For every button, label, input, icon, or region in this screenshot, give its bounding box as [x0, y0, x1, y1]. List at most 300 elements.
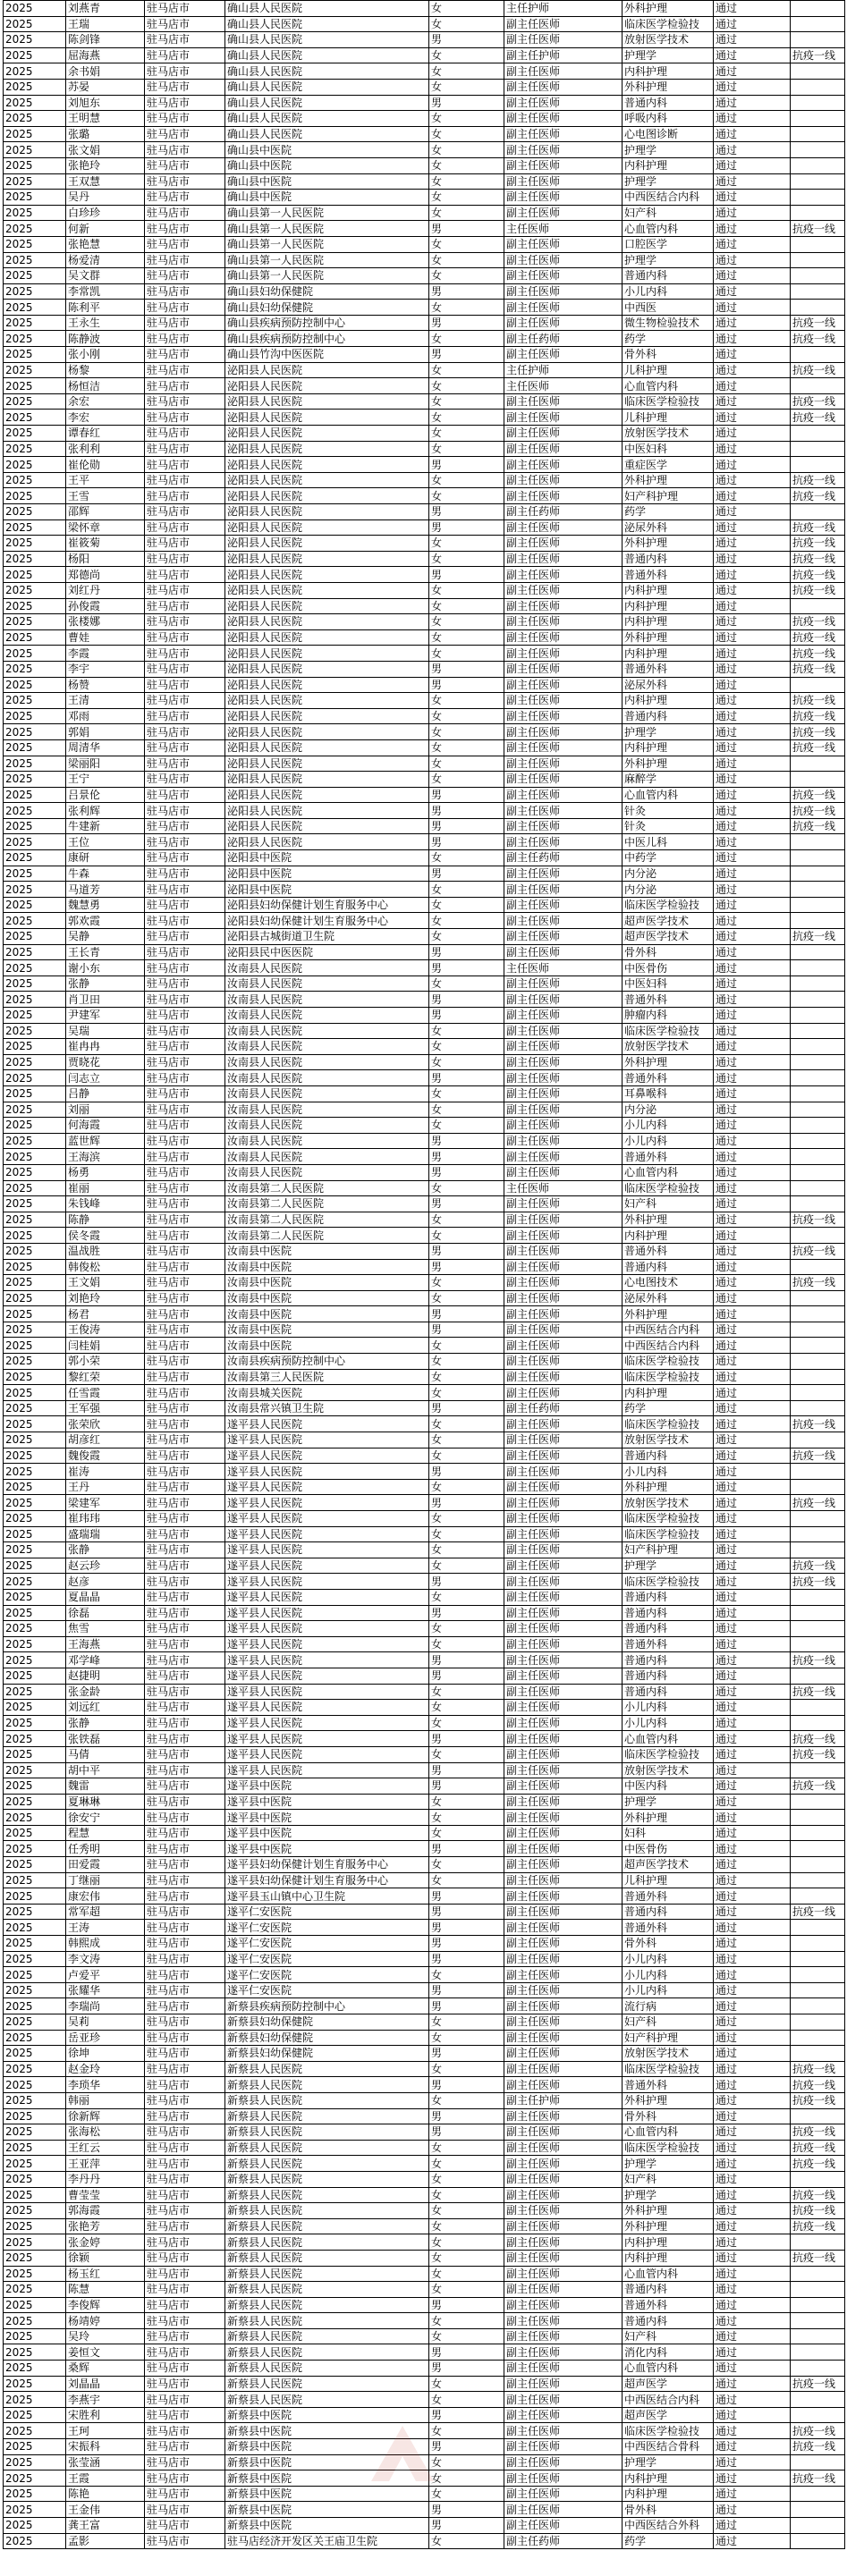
note-cell [791, 1259, 845, 1275]
title-cell: 副主任医师 [504, 1039, 623, 1055]
specialty-cell: 流行病 [623, 1998, 714, 2014]
city-cell: 驻马店市 [145, 315, 225, 331]
note-cell [791, 1054, 845, 1070]
gender-cell: 女 [429, 393, 504, 410]
gender-cell: 女 [429, 2014, 504, 2031]
result-cell: 通过 [714, 1778, 791, 1795]
hospital-cell: 泌阳县人民医院 [225, 614, 429, 630]
year-cell: 2025 [4, 2533, 66, 2549]
result-cell: 通过 [714, 2077, 791, 2093]
gender-cell: 女 [429, 2376, 504, 2392]
year-cell: 2025 [4, 1668, 66, 1684]
name-cell: 王平 [66, 472, 145, 488]
year-cell: 2025 [4, 1164, 66, 1180]
specialty-cell: 药学 [623, 1400, 714, 1416]
city-cell: 驻马店市 [145, 2376, 225, 2392]
hospital-cell: 遂平县中医院 [225, 1794, 429, 1810]
gender-cell: 女 [429, 2218, 504, 2234]
gender-cell: 女 [429, 850, 504, 866]
gender-cell: 女 [429, 2313, 504, 2329]
gender-cell: 女 [429, 16, 504, 32]
city-cell: 驻马店市 [145, 1133, 225, 1149]
note-cell [791, 1400, 845, 1416]
title-cell: 副主任医师 [504, 393, 623, 410]
specialty-cell: 普通内科 [623, 1259, 714, 1275]
hospital-cell: 新蔡县中医院 [225, 2454, 429, 2470]
hospital-cell: 汝南县常兴镇卫生院 [225, 1400, 429, 1416]
note-cell [791, 1589, 845, 1605]
result-cell: 通过 [714, 2218, 791, 2234]
title-cell: 副主任药师 [504, 331, 623, 347]
title-cell: 副主任医师 [504, 1684, 623, 1700]
title-cell: 副主任医师 [504, 2046, 623, 2062]
table-row [4, 2518, 845, 2534]
specialty-cell: 普通内科 [623, 95, 714, 111]
specialty-cell: 外科护理 [623, 1, 714, 17]
specialty-cell: 小儿内科 [623, 283, 714, 300]
note-cell [791, 2282, 845, 2298]
hospital-cell: 确山县妇幼保健院 [225, 300, 429, 316]
hospital-cell: 新蔡县中医院 [225, 2518, 429, 2534]
table-row [4, 1605, 845, 1621]
city-cell: 驻马店市 [145, 882, 225, 898]
title-cell: 副主任医师 [504, 441, 623, 457]
hospital-cell: 泌阳县妇幼保健计划生育服务中心 [225, 897, 429, 913]
specialty-cell: 普通外科 [623, 1888, 714, 1905]
hospital-cell: 遂平县人民医院 [225, 1605, 429, 1621]
city-cell: 驻马店市 [145, 142, 225, 158]
result-cell: 通过 [714, 63, 791, 80]
gender-cell: 男 [429, 2518, 504, 2534]
year-cell: 2025 [4, 1574, 66, 1590]
year-cell: 2025 [4, 866, 66, 882]
title-cell: 副主任医师 [504, 1023, 623, 1039]
year-cell: 2025 [4, 79, 66, 95]
specialty-cell: 外科护理 [623, 1054, 714, 1070]
gender-cell: 男 [429, 1668, 504, 1684]
city-cell: 驻马店市 [145, 1715, 225, 1731]
title-cell: 副主任医师 [504, 2518, 623, 2534]
table-row [4, 2376, 845, 2392]
table-row [4, 1904, 845, 1920]
name-cell: 康宏伟 [66, 1888, 145, 1905]
gender-cell: 女 [429, 2171, 504, 2187]
hospital-cell: 新蔡县人民医院 [225, 2187, 429, 2203]
hospital-cell: 泌阳县妇幼保健计划生育服务中心 [225, 913, 429, 929]
hospital-cell: 汝南县第二人民医院 [225, 1196, 429, 1212]
hospital-cell: 泌阳县人民医院 [225, 772, 429, 788]
note-cell: 抗疫一线 [791, 818, 845, 834]
table-row [4, 1212, 845, 1228]
result-cell: 通过 [714, 1479, 791, 1495]
gender-cell: 女 [429, 1872, 504, 1888]
hospital-cell: 汝南县中医院 [225, 1306, 429, 1322]
city-cell: 驻马店市 [145, 95, 225, 111]
note-cell [791, 976, 845, 992]
specialty-cell: 普通外科 [623, 1920, 714, 1936]
note-cell: 抗疫一线 [791, 2439, 845, 2455]
result-cell: 通过 [714, 2108, 791, 2124]
city-cell: 驻马店市 [145, 1967, 225, 1983]
year-cell: 2025 [4, 1259, 66, 1275]
specialty-cell: 内科护理 [623, 1228, 714, 1244]
table-row [4, 1636, 845, 1652]
name-cell: 张铁磊 [66, 1731, 145, 1747]
gender-cell: 男 [429, 787, 504, 803]
year-cell: 2025 [4, 1495, 66, 1511]
title-cell: 副主任医师 [504, 1715, 623, 1731]
year-cell: 2025 [4, 16, 66, 32]
note-cell [791, 1668, 845, 1684]
year-cell: 2025 [4, 724, 66, 740]
result-cell: 通过 [714, 1212, 791, 1228]
city-cell: 驻马店市 [145, 426, 225, 442]
specialty-cell: 妇产科护理 [623, 1542, 714, 1558]
table-row [4, 2046, 845, 2062]
specialty-cell: 临床医学检验技 [623, 393, 714, 410]
year-cell: 2025 [4, 614, 66, 630]
city-cell: 驻马店市 [145, 1196, 225, 1212]
name-cell: 刘远红 [66, 1700, 145, 1716]
note-cell [791, 190, 845, 206]
name-cell: 李瑞尚 [66, 1998, 145, 2014]
city-cell: 驻马店市 [145, 1085, 225, 1102]
hospital-cell: 遂平县人民医院 [225, 1715, 429, 1731]
gender-cell: 女 [429, 1354, 504, 1370]
name-cell: 吴文群 [66, 268, 145, 284]
year-cell: 2025 [4, 646, 66, 662]
specialty-cell: 内科护理 [623, 582, 714, 598]
note-cell: 抗疫一线 [791, 614, 845, 630]
table-row [4, 1495, 845, 1511]
hospital-cell: 新蔡县人民医院 [225, 2328, 429, 2344]
result-cell: 通过 [714, 803, 791, 819]
city-cell: 驻马店市 [145, 2297, 225, 2313]
gender-cell: 男 [429, 1888, 504, 1905]
result-cell: 通过 [714, 519, 791, 536]
hospital-cell: 泌阳县人民医院 [225, 567, 429, 583]
hospital-cell: 泌阳县人民医院 [225, 646, 429, 662]
name-cell: 陈利平 [66, 300, 145, 316]
table-row [4, 1400, 845, 1416]
specialty-cell: 骨外科 [623, 2108, 714, 2124]
year-cell: 2025 [4, 457, 66, 473]
hospital-cell: 确山县疾病预防控制中心 [225, 331, 429, 347]
name-cell: 王宁 [66, 772, 145, 788]
year-cell: 2025 [4, 2234, 66, 2251]
title-cell: 副主任医师 [504, 944, 623, 960]
note-cell: 抗疫一线 [791, 646, 845, 662]
table-row [4, 2250, 845, 2266]
gender-cell: 男 [429, 834, 504, 850]
result-cell: 通过 [714, 1967, 791, 1983]
gender-cell: 男 [429, 1982, 504, 1998]
gender-cell: 女 [429, 1369, 504, 1385]
city-cell: 驻马店市 [145, 2187, 225, 2203]
specialty-cell: 儿科护理 [623, 1872, 714, 1888]
year-cell: 2025 [4, 1306, 66, 1322]
note-cell [791, 1951, 845, 1967]
name-cell: 程慧 [66, 1825, 145, 1841]
title-cell: 副主任医师 [504, 1290, 623, 1306]
hospital-cell: 新蔡县人民医院 [225, 2108, 429, 2124]
specialty-cell: 超声医学技术 [623, 1857, 714, 1873]
city-cell: 驻马店市 [145, 111, 225, 127]
note-cell [791, 1180, 845, 1196]
name-cell: 李琐华 [66, 2077, 145, 2093]
specialty-cell: 护理学 [623, 2454, 714, 2470]
city-cell: 驻马店市 [145, 221, 225, 237]
specialty-cell: 中西医结合内科 [623, 190, 714, 206]
gender-cell: 女 [429, 205, 504, 221]
hospital-cell: 遂平县人民医院 [225, 1731, 429, 1747]
city-cell: 驻马店市 [145, 661, 225, 677]
gender-cell: 女 [429, 79, 504, 95]
year-cell: 2025 [4, 1841, 66, 1857]
year-cell: 2025 [4, 1982, 66, 1998]
name-cell: 康研 [66, 850, 145, 866]
note-cell [791, 1810, 845, 1826]
specialty-cell: 泌尿外科 [623, 677, 714, 693]
name-cell: 何新 [66, 221, 145, 237]
name-cell: 胡中平 [66, 1762, 145, 1778]
note-cell: 抗疫一线 [791, 551, 845, 567]
table-row [4, 1668, 845, 1684]
table-row [4, 850, 845, 866]
year-cell: 2025 [4, 1762, 66, 1778]
result-cell: 通过 [714, 913, 791, 929]
note-cell: 抗疫一线 [791, 803, 845, 819]
name-cell: 杨赞 [66, 677, 145, 693]
result-cell: 通过 [714, 1290, 791, 1306]
result-cell: 通过 [714, 126, 791, 142]
table-row [4, 897, 845, 913]
year-cell: 2025 [4, 190, 66, 206]
city-cell: 驻马店市 [145, 598, 225, 614]
specialty-cell: 中西医结合内科 [623, 1322, 714, 1338]
note-cell [791, 205, 845, 221]
city-cell: 驻马店市 [145, 646, 225, 662]
name-cell: 陈剑锋 [66, 32, 145, 48]
city-cell: 驻马店市 [145, 1574, 225, 1590]
name-cell: 姜恒文 [66, 2344, 145, 2361]
title-cell: 副主任药师 [504, 2533, 623, 2549]
table-row [4, 1810, 845, 1826]
hospital-cell: 遂平县人民医院 [225, 1464, 429, 1480]
table-row [4, 2140, 845, 2156]
title-cell: 副主任医师 [504, 1936, 623, 1952]
result-cell: 通过 [714, 236, 791, 252]
table-row [4, 567, 845, 583]
gender-cell: 女 [429, 47, 504, 63]
year-cell: 2025 [4, 1070, 66, 1086]
year-cell: 2025 [4, 1810, 66, 1826]
name-cell: 桑辉 [66, 2361, 145, 2377]
gender-cell: 男 [429, 2439, 504, 2455]
year-cell: 2025 [4, 1118, 66, 1134]
specialty-cell: 骨外科 [623, 2502, 714, 2518]
name-cell: 孙俊霞 [66, 598, 145, 614]
result-cell: 通过 [714, 1715, 791, 1731]
hospital-cell: 汝南县第三人民医院 [225, 1369, 429, 1385]
result-cell: 通过 [714, 2470, 791, 2487]
name-cell: 李宇 [66, 661, 145, 677]
year-cell: 2025 [4, 1338, 66, 1354]
year-cell: 2025 [4, 268, 66, 284]
table-row [4, 1731, 845, 1747]
result-cell: 通过 [714, 2061, 791, 2077]
name-cell: 曹莹莹 [66, 2187, 145, 2203]
note-cell: 抗疫一线 [791, 472, 845, 488]
gender-cell: 女 [429, 614, 504, 630]
gender-cell: 女 [429, 157, 504, 173]
hospital-cell: 新蔡县人民医院 [225, 2171, 429, 2187]
year-cell: 2025 [4, 1039, 66, 1055]
gender-cell: 女 [429, 1636, 504, 1652]
note-cell [791, 882, 845, 898]
specialty-cell: 中西医结合内科 [623, 2392, 714, 2408]
title-cell: 副主任医师 [504, 1085, 623, 1102]
note-cell [791, 1102, 845, 1118]
note-cell [791, 268, 845, 284]
name-cell: 贾晓花 [66, 1054, 145, 1070]
table-row [4, 362, 845, 378]
title-cell: 副主任医师 [504, 1794, 623, 1810]
note-cell [791, 300, 845, 316]
table-row [4, 1715, 845, 1731]
specialty-cell: 心血管内科 [623, 2266, 714, 2282]
table-row [4, 252, 845, 268]
table-row [4, 16, 845, 32]
gender-cell: 女 [429, 756, 504, 772]
year-cell: 2025 [4, 629, 66, 646]
result-cell: 通过 [714, 79, 791, 95]
note-cell: 抗疫一线 [791, 2156, 845, 2172]
city-cell: 驻马店市 [145, 2518, 225, 2534]
city-cell: 驻马店市 [145, 866, 225, 882]
title-cell: 副主任医师 [504, 2187, 623, 2203]
year-cell: 2025 [4, 2250, 66, 2266]
gender-cell: 女 [429, 1558, 504, 1574]
gender-cell: 男 [429, 1259, 504, 1275]
hospital-cell: 遂平县人民医院 [225, 1762, 429, 1778]
city-cell: 驻马店市 [145, 1464, 225, 1480]
name-cell: 王红云 [66, 2140, 145, 2156]
gender-cell: 女 [429, 1039, 504, 1055]
title-cell: 副主任医师 [504, 1228, 623, 1244]
year-cell: 2025 [4, 2423, 66, 2439]
specialty-cell: 普通内科 [623, 1684, 714, 1700]
name-cell: 曹娃 [66, 629, 145, 646]
table-row [4, 1259, 845, 1275]
specialty-cell: 内科护理 [623, 693, 714, 709]
city-cell: 驻马店市 [145, 551, 225, 567]
title-cell: 副主任医师 [504, 787, 623, 803]
gender-cell: 女 [429, 1542, 504, 1558]
specialty-cell: 妇产科护理 [623, 2030, 714, 2046]
title-cell: 副主任医师 [504, 739, 623, 756]
result-cell: 通过 [714, 1574, 791, 1590]
table-row [4, 32, 845, 48]
gender-cell: 男 [429, 1762, 504, 1778]
table-row [4, 283, 845, 300]
result-cell: 通过 [714, 1023, 791, 1039]
result-cell: 通过 [714, 300, 791, 316]
table-row [4, 2108, 845, 2124]
hospital-cell: 新蔡县人民医院 [225, 2077, 429, 2093]
table-row [4, 1149, 845, 1165]
note-cell: 抗疫一线 [791, 1243, 845, 1259]
gender-cell: 女 [429, 1479, 504, 1495]
year-cell: 2025 [4, 1479, 66, 1495]
name-cell: 魏俊霞 [66, 1448, 145, 1464]
gender-cell: 男 [429, 457, 504, 473]
table-row [4, 2533, 845, 2549]
hospital-cell: 新蔡县中医院 [225, 2439, 429, 2455]
year-cell: 2025 [4, 882, 66, 898]
result-cell: 通过 [714, 772, 791, 788]
city-cell: 驻马店市 [145, 1841, 225, 1857]
title-cell: 副主任医师 [504, 2266, 623, 2282]
note-cell [791, 1338, 845, 1354]
result-cell: 通过 [714, 1, 791, 17]
specialty-cell: 中医妇科 [623, 441, 714, 457]
specialty-cell: 药学 [623, 331, 714, 347]
table-row [4, 2282, 845, 2298]
year-cell: 2025 [4, 315, 66, 331]
city-cell: 驻马店市 [145, 2439, 225, 2455]
hospital-cell: 泌阳县人民医院 [225, 818, 429, 834]
title-cell: 副主任医师 [504, 772, 623, 788]
hospital-cell: 汝南县第二人民医院 [225, 1180, 429, 1196]
table-row [4, 1825, 845, 1841]
title-cell: 副主任医师 [504, 315, 623, 331]
result-cell: 通过 [714, 2250, 791, 2266]
gender-cell: 女 [429, 2061, 504, 2077]
hospital-cell: 新蔡县人民医院 [225, 2061, 429, 2077]
note-cell [791, 2454, 845, 2470]
city-cell: 驻马店市 [145, 1290, 225, 1306]
city-cell: 驻马店市 [145, 1762, 225, 1778]
specialty-cell: 外科护理 [623, 1479, 714, 1495]
year-cell: 2025 [4, 1605, 66, 1621]
specialty-cell: 外科护理 [623, 2203, 714, 2219]
city-cell: 驻马店市 [145, 1448, 225, 1464]
name-cell: 韩丽 [66, 2092, 145, 2108]
gender-cell: 女 [429, 1054, 504, 1070]
hospital-cell: 泌阳县人民医院 [225, 378, 429, 394]
note-cell: 抗疫一线 [791, 582, 845, 598]
note-cell [791, 2297, 845, 2313]
name-cell: 崔伦勋 [66, 457, 145, 473]
result-cell: 通过 [714, 582, 791, 598]
note-cell [791, 598, 845, 614]
note-cell [791, 1605, 845, 1621]
result-cell: 通过 [714, 976, 791, 992]
city-cell: 驻马店市 [145, 708, 225, 724]
note-cell: 抗疫一线 [791, 1275, 845, 1291]
title-cell: 副主任医师 [504, 142, 623, 158]
specialty-cell: 放射医学技术 [623, 2046, 714, 2062]
note-cell [791, 2502, 845, 2518]
title-cell: 副主任医师 [504, 1070, 623, 1086]
note-cell [791, 426, 845, 442]
result-cell: 通过 [714, 2187, 791, 2203]
specialty-cell: 心血管内科 [623, 221, 714, 237]
name-cell: 王亚萍 [66, 2156, 145, 2172]
specialty-cell: 普通外科 [623, 1149, 714, 1165]
name-cell: 李燕宇 [66, 2392, 145, 2408]
